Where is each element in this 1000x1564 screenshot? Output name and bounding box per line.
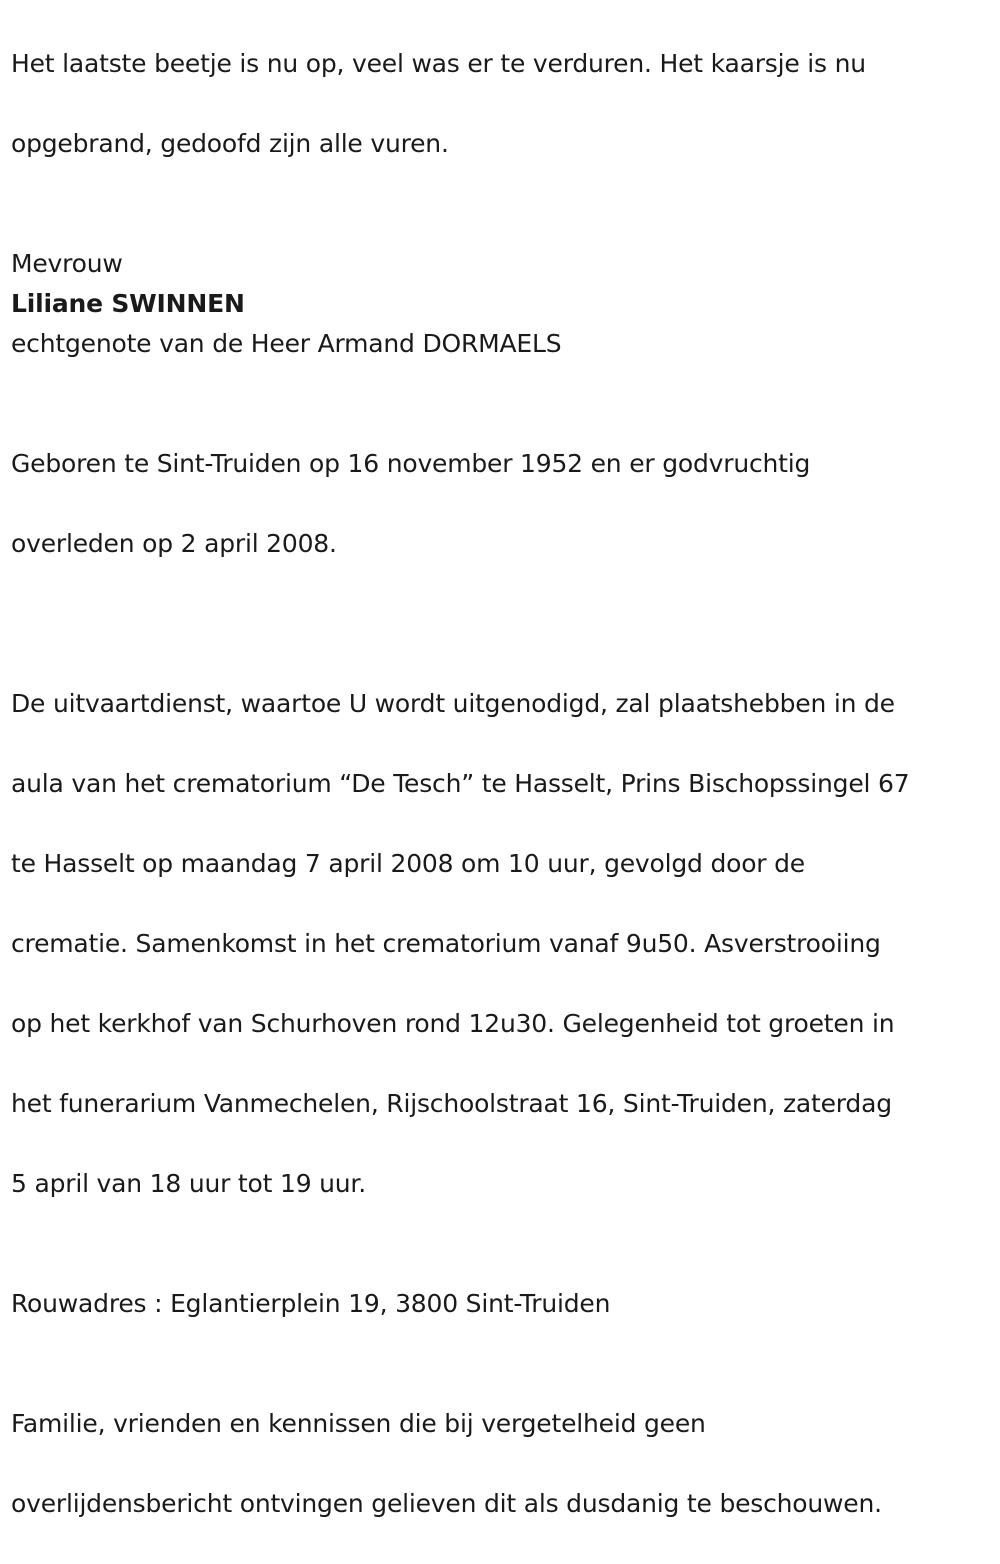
spacer [11,1324,986,1364]
service-line: te Hasselt op maandag 7 april 2008 om 10 uur, gevolgd door de [11,849,805,878]
service-line: het funerarium Vanmechelen, Rijschoolstraat 16, Sint-Truiden, zaterdag [11,1089,892,1118]
service-line: crematie. Samenkomst in het crematorium vanaf 9u50. Asverstrooiing [11,929,881,958]
service-line: De uitvaartdienst, waartoe U wordt uitgenodigd, zal plaatshebben in de [11,689,895,718]
spouse-line: echtgenote van de Heer Armand DORMAELS [11,329,562,358]
birth-paragraph [11,404,986,604]
poem-paragraph [11,4,986,204]
closing-line: Familie, vrienden en kennissen die bij vergetelheid geen [11,1409,706,1438]
birth-line: Geboren te Sint-Truiden op 16 november 1952 en er godvruchtig [11,449,811,478]
poem-line: Het laatste beetje is nu op, veel was er te verduren. Het kaarsje is nu [11,49,866,78]
closing-line: overlijdensbericht ontvingen gelieven dit als dusdanig te beschouwen. [11,1489,882,1518]
deceased-name: Liliane SWINNEN [11,289,245,318]
service-line: aula van het crematorium “De Tesch” te Hasselt, Prins Bischopssingel 67 [11,769,910,798]
spacer [11,604,986,644]
spacer [11,364,986,404]
spacer [11,1244,986,1284]
service-paragraph [11,644,986,1244]
service-line: 5 april van 18 uur tot 19 uur. [11,1169,366,1198]
obituary-document [11,4,986,1564]
mourning-address: Rouwadres : Eglantierplein 19, 3800 Sint-Truiden [11,1289,611,1318]
poem-line: opgebrand, gedoofd zijn alle vuren. [11,129,449,158]
birth-line: overleden op 2 april 2008. [11,529,337,558]
service-line: op het kerkhof van Schurhoven rond 12u30. Gelegenheid tot groeten in [11,1009,895,1038]
salutation: Mevrouw [11,249,123,278]
spacer [11,204,986,244]
closing-paragraph [11,1364,986,1564]
